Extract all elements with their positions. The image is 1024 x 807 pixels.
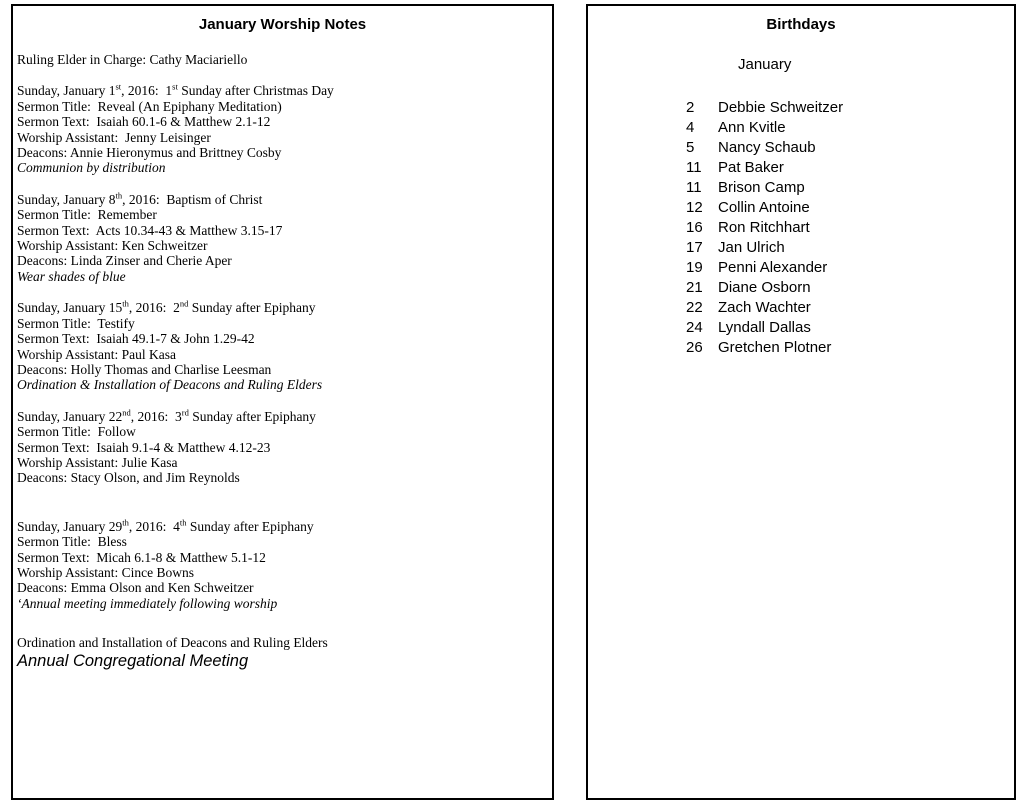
worship-line: Deacons: Holly Thomas and Charlise Leesman [17, 361, 272, 377]
worship-line: Sermon Title: Reveal (An Epiphany Meditation) [17, 98, 282, 114]
birthday-name: Ron Ritchhart [718, 219, 810, 236]
worship-notes-title: January Worship Notes [198, 16, 367, 33]
birthday-day: 22 [686, 299, 703, 316]
worship-line: Wear shades of blue [17, 268, 126, 284]
worship-line: Deacons: Stacy Olson, and Jim Reynolds [17, 470, 240, 486]
worship-line: Communion by distribution [17, 160, 166, 176]
birthdays-panel [586, 4, 1016, 800]
worship-line: Deacons: Linda Zinser and Cherie Aper [17, 253, 232, 269]
worship-line: ‘Annual meeting immediately following worship [17, 595, 278, 611]
worship-line: Worship Assistant: Cince Bowns [17, 564, 195, 580]
worship-footer-line: Ordination and Installation of Deacons and Ruling Elders [17, 635, 328, 651]
worship-line: Sermon Title: Testify [17, 315, 135, 331]
worship-line: Sermon Title: Follow [17, 424, 136, 440]
birthday-row [686, 338, 1014, 358]
birthday-name: Penni Alexander [718, 259, 828, 276]
birthday-row [686, 278, 1014, 298]
birthday-name: Gretchen Plotner [718, 339, 832, 356]
worship-line: Deacons: Annie Hieronymus and Brittney Cosby [17, 145, 282, 161]
birthday-row [686, 158, 1014, 178]
birthday-row [686, 138, 1014, 158]
birthday-name: Nancy Schaub [718, 139, 816, 156]
birthday-row [686, 118, 1014, 138]
birthday-day: 5 [686, 139, 695, 156]
worship-line: Ordination & Installation of Deacons and Ruling Elders [17, 377, 323, 393]
worship-line: Sermon Text: Acts 10.34-43 & Matthew 3.15-17 [17, 222, 283, 238]
birthday-day: 24 [686, 319, 703, 336]
birthday-name: Pat Baker [718, 159, 784, 176]
worship-line: Sunday, January 15th, 2016: 2nd Sunday after Epiphany [17, 298, 316, 316]
worship-line: Worship Assistant: Jenny Leisinger [17, 129, 211, 145]
worship-section [17, 192, 544, 284]
worship-line: Sunday, January 1st, 2016: 1st Sunday after Christmas Day [17, 81, 334, 99]
birthday-row [686, 318, 1014, 338]
worship-section [17, 519, 544, 611]
birthday-name: Zach Wachter [718, 299, 811, 316]
birthday-name: Ann Kvitle [718, 119, 786, 136]
birthday-row [686, 298, 1014, 318]
birthday-day: 2 [686, 99, 695, 116]
worship-line: Sermon Title: Bless [17, 534, 127, 550]
birthday-day: 11 [686, 159, 702, 176]
worship-line: Sunday, January 8th, 2016: Baptism of Christ [17, 190, 263, 207]
worship-line: Sunday, January 29th, 2016: 4th Sunday after Epiphany [17, 517, 314, 534]
worship-section [17, 409, 544, 486]
birthday-day: 12 [686, 199, 703, 216]
birthday-name: Diane Osborn [718, 279, 811, 296]
birthday-name: Collin Antoine [718, 199, 810, 216]
birthday-day: 26 [686, 339, 703, 356]
worship-line: Worship Assistant: Ken Schweitzer [17, 238, 208, 254]
worship-footer-line: Annual Congregational Meeting [17, 651, 249, 670]
birthday-day: 19 [686, 259, 703, 276]
worship-notes-body [13, 52, 552, 671]
worship-line: Deacons: Emma Olson and Ken Schweitzer [17, 580, 254, 596]
birthday-day: 17 [686, 239, 703, 256]
birthday-row [686, 198, 1014, 218]
birthday-day: 21 [686, 279, 703, 296]
worship-line: Sermon Text: Isaiah 49.1-7 & John 1.29-42 [17, 331, 255, 347]
birthday-day: 4 [686, 119, 695, 136]
birthday-row [686, 238, 1014, 258]
birthday-row [686, 98, 1014, 118]
worship-line: Worship Assistant: Julie Kasa [17, 454, 178, 470]
worship-line: Sermon Text: Micah 6.1-8 & Matthew 5.1-12 [17, 549, 266, 565]
birthday-list [686, 98, 1014, 358]
birthday-row [686, 218, 1014, 238]
worship-section [17, 83, 544, 175]
birthday-day: 11 [686, 179, 702, 196]
birthdays-month-label: January [738, 56, 792, 73]
birthday-name: Jan Ulrich [718, 239, 785, 256]
worship-line: Sermon Title: Remember [17, 207, 157, 223]
worship-line: Sermon Text: Isaiah 60.1-6 & Matthew 2.1-12 [17, 114, 271, 130]
birthday-name: Lyndall Dallas [718, 319, 811, 336]
worship-footer [17, 635, 544, 670]
worship-sections [17, 83, 544, 611]
birthday-name: Brison Camp [718, 179, 805, 196]
ruling-elder-line: Ruling Elder in Charge: Cathy Maciariello [17, 52, 248, 67]
birthday-row [686, 178, 1014, 198]
worship-line: Worship Assistant: Paul Kasa [17, 346, 177, 362]
birthday-day: 16 [686, 219, 703, 236]
birthday-name: Debbie Schweitzer [718, 99, 844, 116]
worship-line: Sunday, January 22nd, 2016: 3rd Sunday after Epiphany [17, 407, 316, 424]
birthdays-title: Birthdays [766, 16, 836, 33]
worship-section [17, 300, 544, 392]
birthday-row [686, 258, 1014, 278]
worship-notes-panel [11, 4, 554, 800]
worship-line: Sermon Text: Isaiah 9.1-4 & Matthew 4.12-23 [17, 439, 271, 455]
